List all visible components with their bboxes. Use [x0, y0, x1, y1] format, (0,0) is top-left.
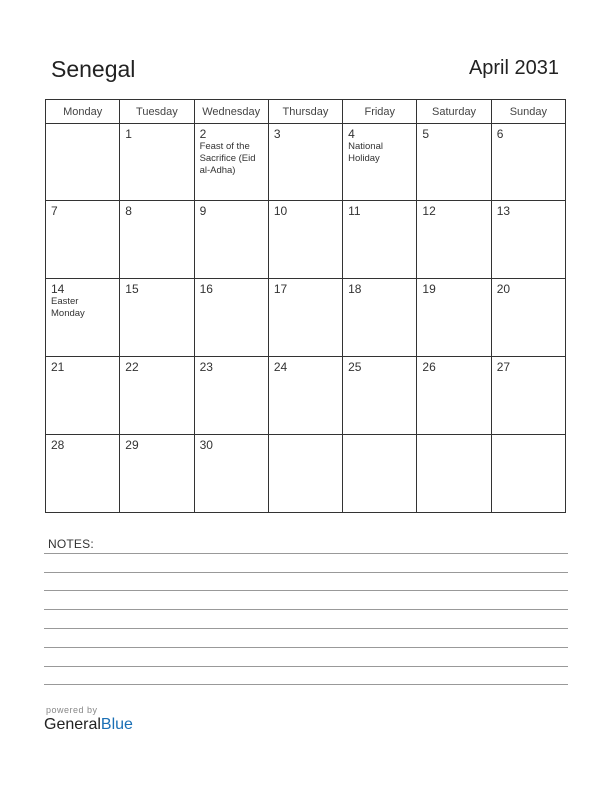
- day-number: 8: [125, 204, 132, 218]
- day-number: 4: [348, 127, 355, 141]
- calendar-day-cell[interactable]: [343, 357, 417, 435]
- calendar-day-cell[interactable]: [343, 201, 417, 279]
- day-number: 11: [348, 204, 361, 218]
- day-number: 13: [496, 204, 511, 218]
- calendar-day-cell[interactable]: [417, 279, 491, 357]
- day-number: 9: [199, 204, 207, 218]
- weekday-monday: Monday: [46, 100, 120, 124]
- calendar-day-cell[interactable]: [194, 201, 268, 279]
- calendar-day-cell[interactable]: [343, 124, 417, 201]
- calendar-day-cell[interactable]: [194, 124, 268, 201]
- weekday-wednesday: Wednesday: [194, 100, 268, 124]
- day-number: 3: [273, 127, 281, 141]
- calendar-day-cell[interactable]: [46, 279, 120, 357]
- calendar-day-cell[interactable]: [194, 357, 268, 435]
- day-number: 22: [125, 360, 139, 374]
- calendar-day-cell[interactable]: [46, 435, 120, 513]
- calendar-day-cell[interactable]: [268, 124, 342, 201]
- powered-by-text: powered by: [46, 705, 98, 715]
- note-line: [44, 553, 568, 554]
- calendar-day-cell[interactable]: [46, 201, 120, 279]
- calendar-day-cell[interactable]: [268, 435, 342, 513]
- calendar-day-cell[interactable]: [343, 435, 417, 513]
- weekday-tuesday: Tuesday: [120, 100, 194, 124]
- calendar-day-cell[interactable]: [120, 124, 194, 201]
- calendar-day-cell[interactable]: [343, 279, 417, 357]
- calendar-day-cell[interactable]: [120, 435, 194, 513]
- calendar-week-row: [46, 435, 566, 513]
- weekday-thursday: Thursday: [268, 100, 342, 124]
- note-line: [44, 684, 568, 685]
- day-number: 10: [273, 204, 288, 218]
- holiday-label: National Holiday: [348, 141, 383, 164]
- weekday-saturday: Saturday: [417, 100, 491, 124]
- weekday-sunday: Sunday: [491, 100, 565, 124]
- calendar-day-cell[interactable]: [491, 201, 565, 279]
- brand-name-blue: Blue: [100, 716, 133, 733]
- day-number: 30: [199, 438, 213, 452]
- day-number: 5: [422, 127, 430, 141]
- day-number: 20: [496, 282, 511, 296]
- calendar-grid: [45, 99, 566, 513]
- calendar-week-row: [46, 201, 566, 279]
- calendar-week-row: [46, 124, 566, 201]
- day-number: 26: [422, 360, 436, 374]
- calendar-day-cell[interactable]: [417, 124, 491, 201]
- holiday-label: Feast of the Sacrifice (Eid al-Adha): [199, 141, 256, 176]
- day-number: 29: [125, 438, 139, 452]
- calendar-week-row: [46, 279, 566, 357]
- calendar-week-row: [46, 357, 566, 435]
- day-number: 14: [51, 282, 65, 296]
- calendar-day-cell[interactable]: [120, 201, 194, 279]
- day-number: 6: [496, 127, 504, 141]
- day-number: 17: [273, 282, 288, 296]
- day-number: 28: [51, 438, 65, 452]
- calendar-day-cell[interactable]: [46, 357, 120, 435]
- note-line: [44, 647, 568, 648]
- day-number: 18: [348, 282, 362, 296]
- note-line: [44, 590, 568, 591]
- note-line: [44, 572, 568, 573]
- calendar-day-cell[interactable]: [194, 279, 268, 357]
- month-title: April 2031: [468, 57, 559, 79]
- day-number: 1: [125, 127, 132, 141]
- calendar-day-cell[interactable]: [417, 435, 491, 513]
- day-number: 2: [199, 127, 207, 141]
- calendar-day-cell[interactable]: [417, 201, 491, 279]
- country-title: Senegal: [51, 56, 136, 82]
- calendar-day-cell[interactable]: [120, 357, 194, 435]
- calendar-day-cell[interactable]: [417, 357, 491, 435]
- calendar-day-cell[interactable]: [491, 357, 565, 435]
- calendar-day-cell[interactable]: [268, 279, 342, 357]
- day-number: 19: [422, 282, 436, 296]
- calendar-day-cell[interactable]: [268, 357, 342, 435]
- note-line: [44, 666, 568, 667]
- calendar-day-cell[interactable]: [120, 279, 194, 357]
- calendar-day-cell[interactable]: [491, 124, 565, 201]
- day-number: 15: [125, 282, 139, 296]
- calendar-day-cell[interactable]: [194, 435, 268, 513]
- brand-logo[interactable]: [44, 716, 133, 734]
- weekday-friday: Friday: [343, 100, 417, 124]
- day-number: 7: [51, 204, 58, 218]
- day-number: 24: [273, 360, 288, 374]
- notes-label: NOTES:: [48, 537, 94, 551]
- day-number: 12: [422, 204, 436, 218]
- note-line: [44, 628, 568, 629]
- weekday-header-row: [46, 100, 566, 124]
- day-number: 27: [496, 360, 511, 374]
- calendar-day-cell[interactable]: [491, 279, 565, 357]
- calendar-day-cell[interactable]: [46, 124, 120, 201]
- brand-name-general: General: [44, 716, 101, 733]
- day-number: 16: [199, 282, 213, 296]
- calendar-day-cell[interactable]: [491, 435, 565, 513]
- day-number: 25: [348, 360, 362, 374]
- day-number: 23: [199, 360, 213, 374]
- calendar-day-cell[interactable]: [268, 201, 342, 279]
- note-line: [44, 609, 568, 610]
- day-number: 21: [51, 360, 65, 374]
- holiday-label: Easter Monday: [51, 296, 85, 319]
